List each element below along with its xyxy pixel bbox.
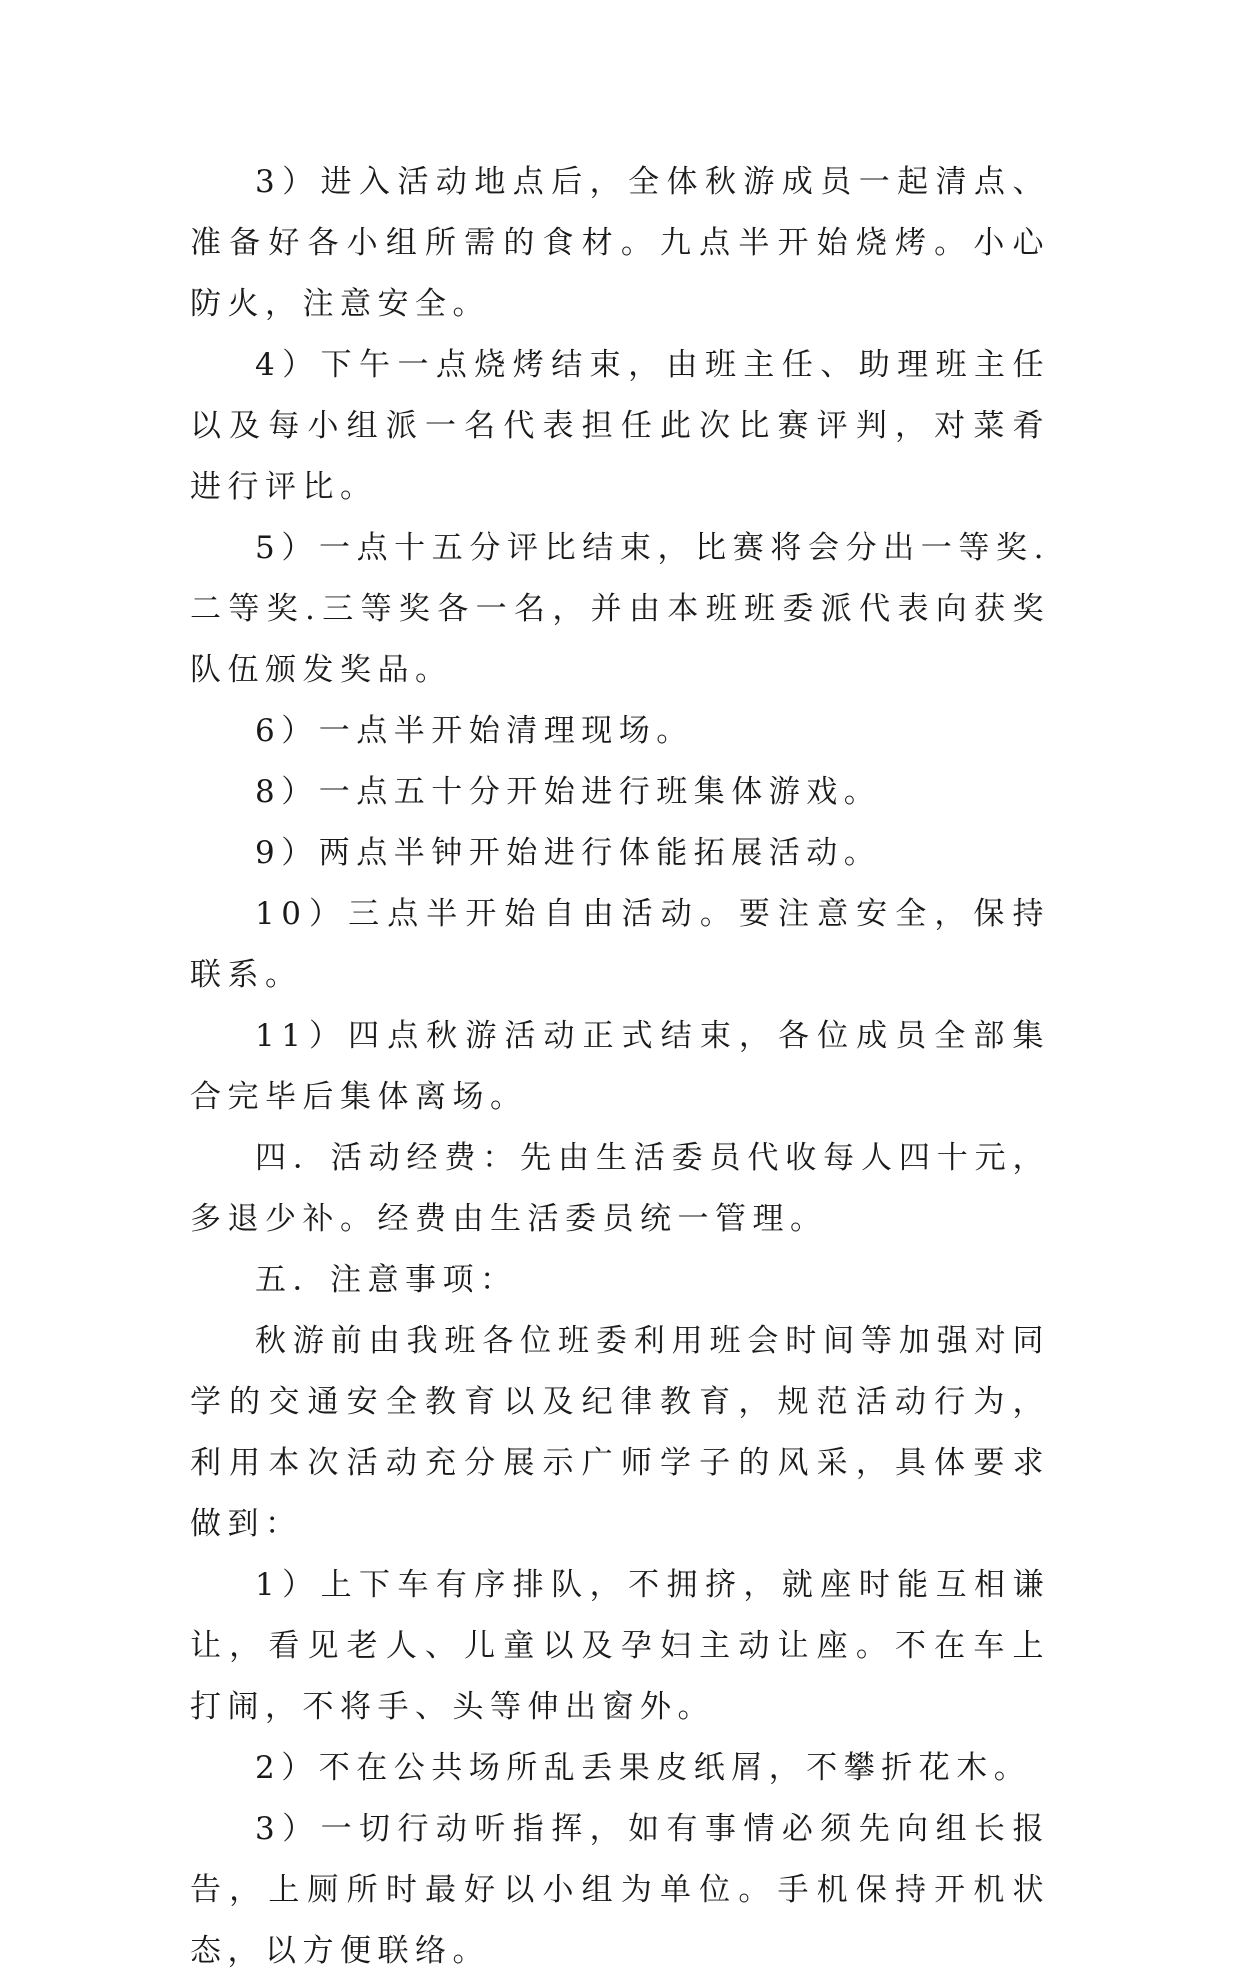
paragraph-item-5: 5）一点十五分评比结束，比赛将会分出一等奖.二等奖.三等奖各一名，并由本班班委派代表向获奖队伍颁发奖品。 [190,530,1050,688]
note-item-3: 3）一切行动听指挥，如有事情必须先向组长报告，上厕所时最好以小组为单位。手机保持开机状态，以方便联络。 [190,1811,1050,1969]
note-item-1: 1）上下车有序排队，不拥挤，就座时能互相谦让，看见老人、儿童以及孕妇主动让座。不在车上打闹，不将手、头等伸出窗外。 [190,1567,1050,1725]
section-heading-budget: 四．活动经费：先由生活委员代收每人四十元，多退少补。经费由生活委员统一管理。 [190,1140,1050,1237]
paragraph-item-3: 3）进入活动地点后，全体秋游成员一起清点、准备好各小组所需的食材。九点半开始烧烤。小心防火，注意安全。 [190,164,1050,322]
paragraph-item-6: 6）一点半开始清理现场。 [255,713,694,749]
document-body [190,152,1050,1982]
paragraph-item-11: 11）四点秋游活动正式结束，各位成员全部集合完毕后集体离场。 [190,1018,1050,1115]
section-heading-notes: 五．注意事项： [255,1262,518,1298]
paragraph-item-10: 10）三点半开始自由活动。要注意安全，保持联系。 [190,896,1050,993]
note-item-2: 2）不在公共场所乱丢果皮纸屑，不攀折花木。 [255,1750,1032,1786]
paragraph-item-8: 8）一点五十分开始进行班集体游戏。 [255,774,882,810]
notes-intro-paragraph: 秋游前由我班各位班委利用班会时间等加强对同学的交通安全教育以及纪律教育，规范活动行为，利用本次活动充分展示广师学子的风采，具体要求做到： [190,1323,1050,1542]
paragraph-item-4: 4）下午一点烧烤结束，由班主任、助理班主任以及每小组派一名代表担任此次比赛评判，对菜肴进行评比。 [190,347,1050,505]
paragraph-item-9: 9）两点半钟开始进行体能拓展活动。 [255,835,882,871]
